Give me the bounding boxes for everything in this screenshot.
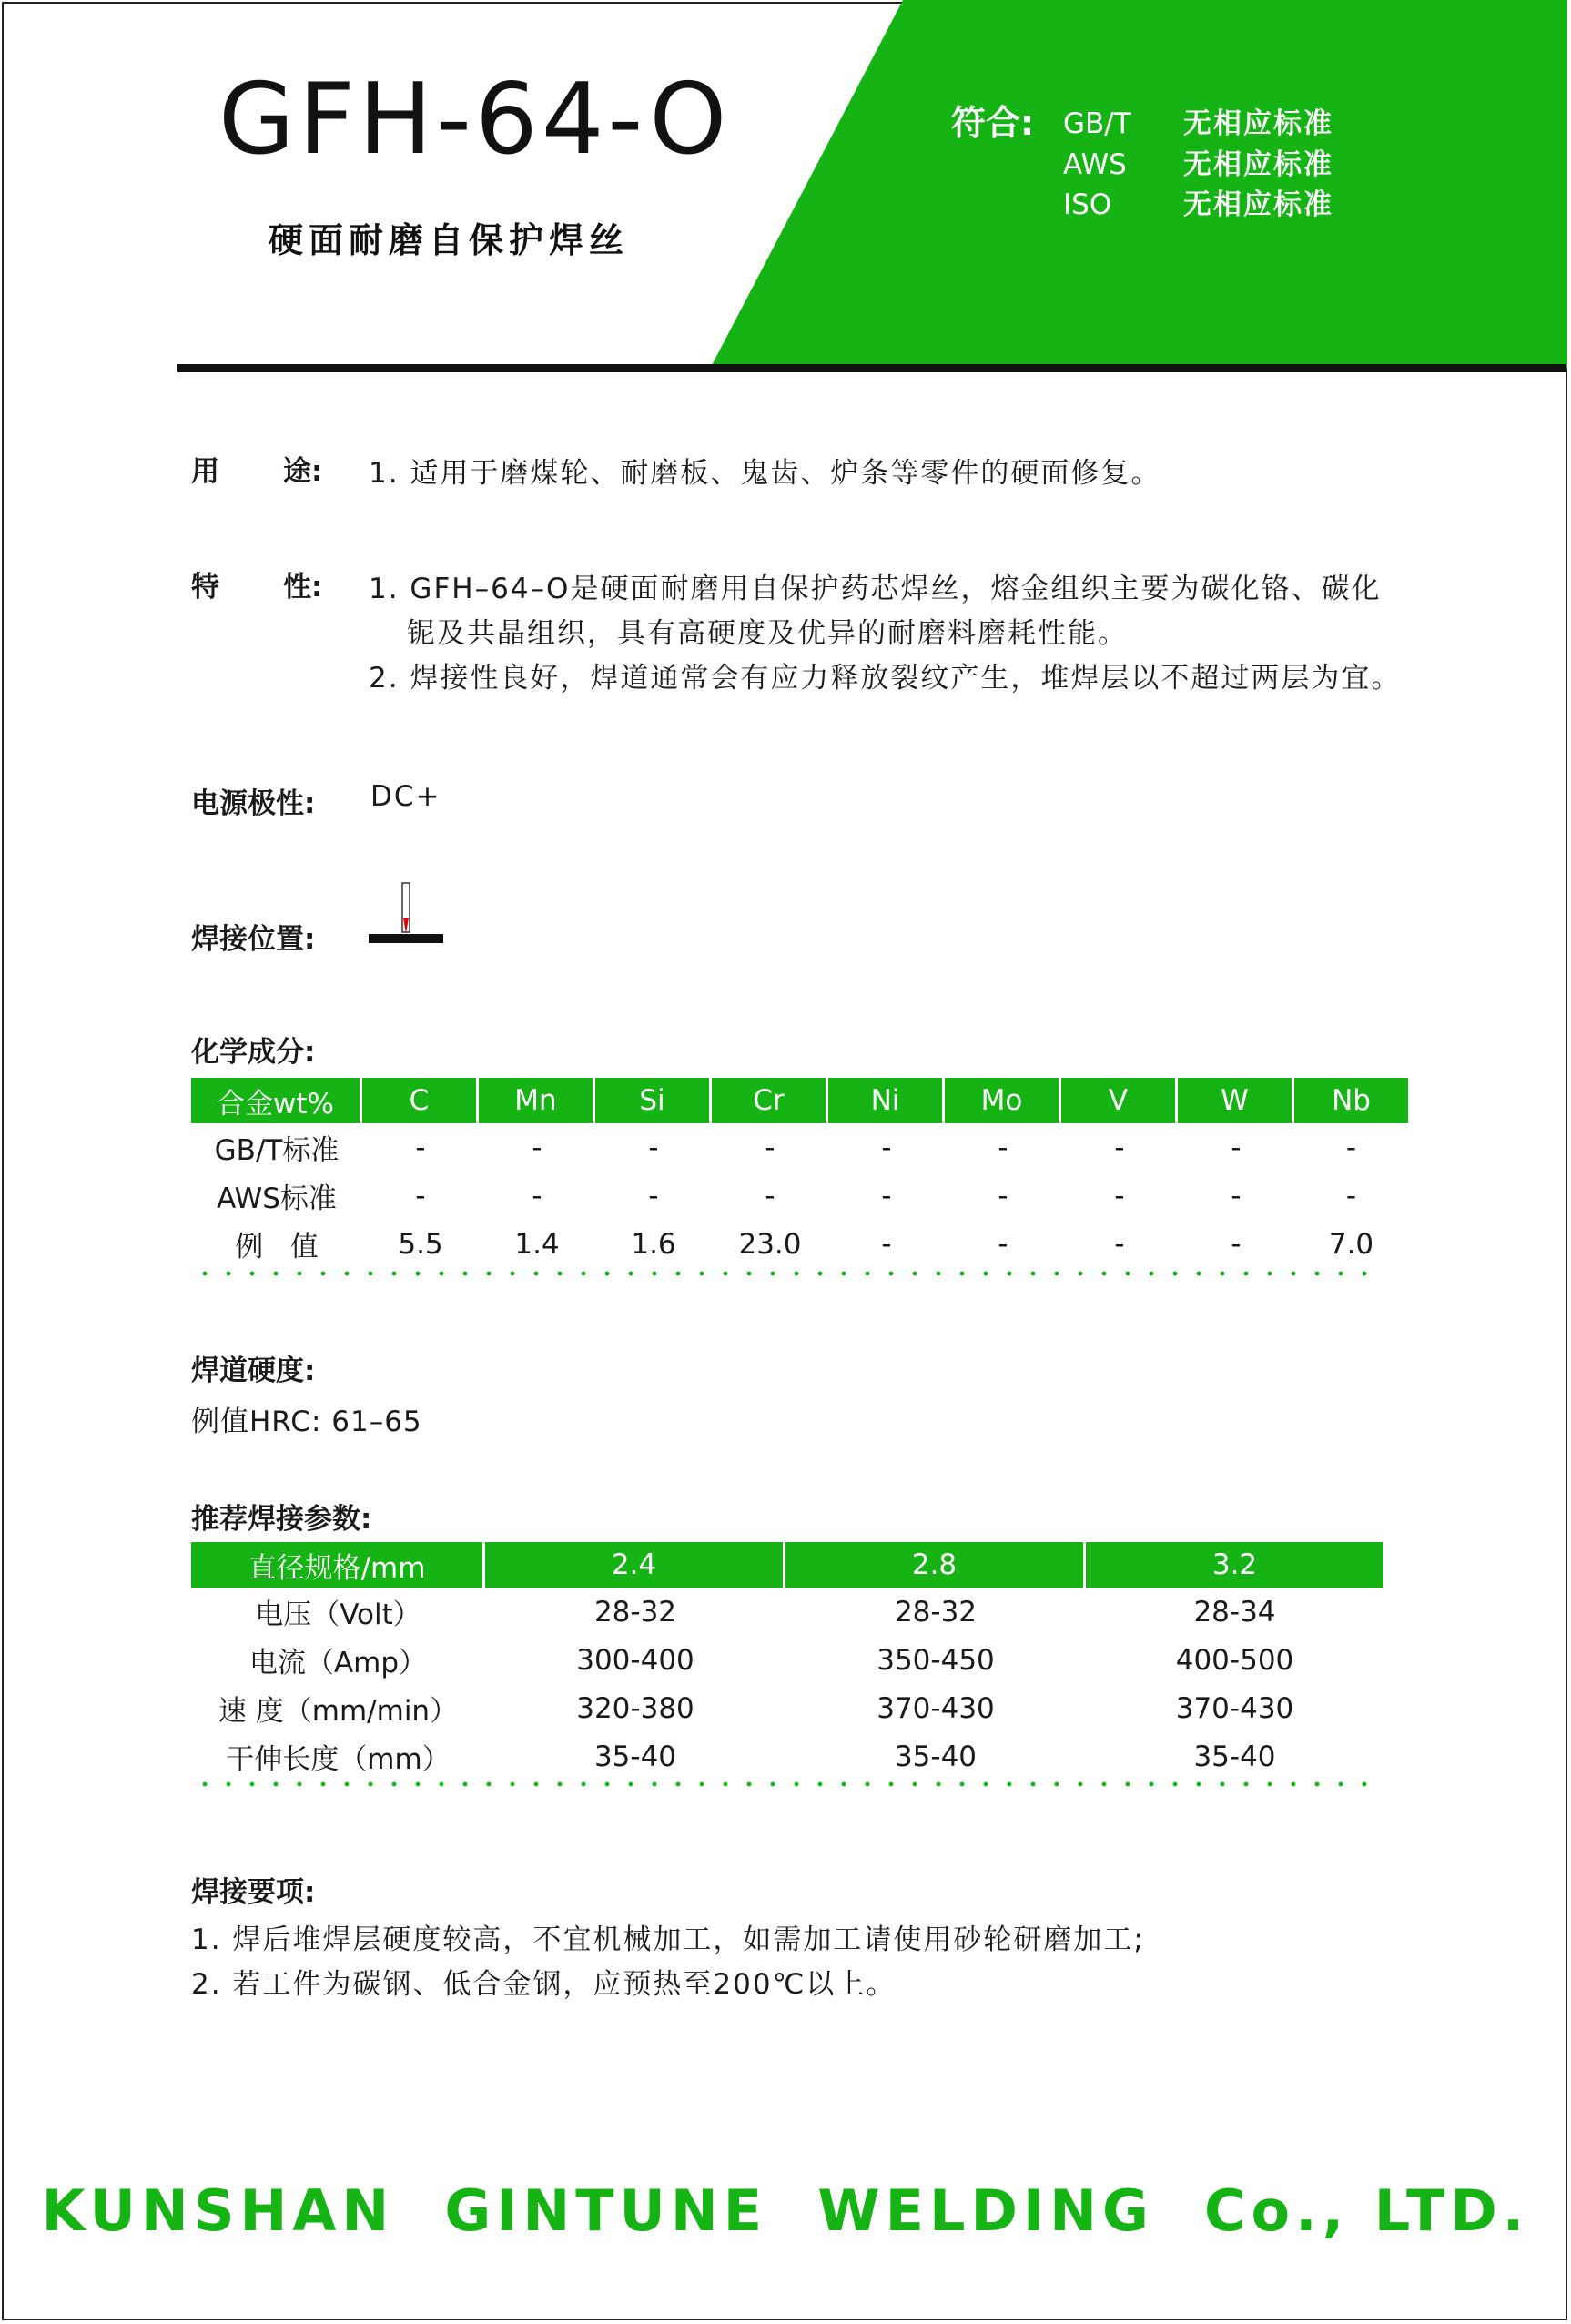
table-row bbox=[191, 1636, 1383, 1684]
header-divider bbox=[177, 364, 1566, 372]
table-cell: 400-500 bbox=[1175, 1643, 1294, 1677]
company-name: KUNSHAN GINTUNE WELDING Co., LTD. bbox=[41, 2177, 1530, 2244]
table-cell: 速 度（mm/min） bbox=[218, 1695, 459, 1728]
table-cell: 35-40 bbox=[894, 1740, 978, 1773]
table-header: Cr bbox=[712, 1078, 828, 1123]
table-cell: 370-430 bbox=[877, 1691, 995, 1725]
table-cell: - bbox=[1345, 1131, 1357, 1164]
table-cell: - bbox=[1114, 1227, 1125, 1261]
standard-name: GB/T bbox=[1063, 107, 1131, 140]
table-cell: 1.4 bbox=[514, 1227, 560, 1261]
table-cell: 5.5 bbox=[398, 1227, 443, 1261]
usage-label-a: 用 bbox=[191, 455, 219, 488]
table-cell: 干伸长度（mm） bbox=[226, 1743, 451, 1776]
chemistry-table bbox=[191, 1078, 1408, 1268]
standard-value: 无相应标准 bbox=[1183, 107, 1333, 140]
features-label bbox=[191, 563, 322, 604]
standard-row bbox=[1063, 141, 1333, 182]
table-row bbox=[191, 1123, 1408, 1172]
table-cell: 28-32 bbox=[894, 1595, 978, 1629]
table-row bbox=[191, 1588, 1383, 1636]
table-header: 2.4 bbox=[485, 1542, 786, 1588]
table-cell: 35-40 bbox=[593, 1740, 677, 1773]
notes-line: 2. 若工件为碳钢、低合金钢，应预热至200℃以上。 bbox=[191, 1968, 897, 2001]
usage-label bbox=[191, 448, 322, 489]
table-header: 2.8 bbox=[786, 1542, 1086, 1588]
features-line: 1. GFH–64–O是硬面耐磨用自保护药芯焊丝，熔金组织主要为碳化铬、碳化 bbox=[369, 573, 1382, 605]
product-code: GFH-64-O bbox=[218, 63, 731, 177]
table-header: W bbox=[1178, 1078, 1294, 1123]
table-cell: 电流（Amp） bbox=[248, 1647, 428, 1680]
table-header: C bbox=[362, 1078, 479, 1123]
table-cell: GB/T标准 bbox=[214, 1134, 340, 1167]
table-cell: 35-40 bbox=[1193, 1740, 1276, 1773]
polarity-label: 电源极性: bbox=[191, 787, 316, 820]
position-label: 焊接位置: bbox=[191, 923, 316, 956]
table-cell: - bbox=[648, 1179, 659, 1213]
notes-line: 1. 焊后堆焊层硬度较高，不宜机械加工，如需加工请使用砂轮研磨加工; bbox=[191, 1923, 1145, 1956]
table-header: V bbox=[1061, 1078, 1178, 1123]
parameters-label: 推荐焊接参数: bbox=[191, 1503, 372, 1536]
features-line: 2. 焊接性良好，焊道通常会有应力释放裂纹产生，堆焊层以不超过两层为宜。 bbox=[369, 662, 1402, 695]
standard-value: 无相应标准 bbox=[1183, 188, 1333, 221]
chemistry-header-row bbox=[191, 1078, 1408, 1123]
table-cell: 7.0 bbox=[1328, 1227, 1374, 1261]
table-cell: 例 值 bbox=[235, 1231, 319, 1263]
features-line: 铌及共晶组织，具有高硬度及优异的耐磨料磨耗性能。 bbox=[407, 617, 1128, 650]
table-row bbox=[191, 1684, 1383, 1732]
table-cell: 1.6 bbox=[631, 1227, 676, 1261]
parameters-table bbox=[191, 1542, 1383, 1781]
header-green-banner bbox=[0, 0, 1571, 373]
table-cell: - bbox=[415, 1131, 426, 1164]
product-name: 硬面耐磨自保护焊丝 bbox=[269, 220, 630, 260]
table-cell: - bbox=[998, 1227, 1008, 1261]
standards-label: 符合: bbox=[951, 103, 1035, 143]
table-cell: 370-430 bbox=[1175, 1691, 1294, 1725]
table-cell: - bbox=[532, 1179, 542, 1213]
parameters-header-row bbox=[191, 1542, 1383, 1588]
table-header: Ni bbox=[828, 1078, 945, 1123]
table-cell: - bbox=[1345, 1179, 1357, 1213]
table-cell: - bbox=[415, 1179, 426, 1213]
table-cell: 28-34 bbox=[1193, 1595, 1276, 1629]
table-cell: AWS标准 bbox=[217, 1182, 337, 1215]
standard-name: AWS bbox=[1063, 148, 1127, 181]
table-cell: 320-380 bbox=[576, 1691, 694, 1725]
table-row bbox=[191, 1220, 1408, 1268]
usage-line: 1. 适用于磨煤轮、耐磨板、鬼齿、炉条等零件的硬面修复。 bbox=[369, 457, 1161, 490]
table-cell: - bbox=[1231, 1179, 1242, 1213]
dotted-divider bbox=[193, 1271, 1367, 1276]
table-header: 直径规格/mm bbox=[191, 1542, 485, 1588]
table-cell: - bbox=[532, 1131, 542, 1164]
chemistry-label: 化学成分: bbox=[191, 1036, 316, 1069]
table-header: Mo bbox=[945, 1078, 1061, 1123]
table-header: Mn bbox=[479, 1078, 595, 1123]
table-cell: 300-400 bbox=[576, 1643, 694, 1677]
table-cell: - bbox=[765, 1131, 775, 1164]
table-cell: - bbox=[1231, 1227, 1242, 1261]
table-cell: 23.0 bbox=[738, 1227, 802, 1261]
table-cell: - bbox=[648, 1131, 659, 1164]
table-header: 3.2 bbox=[1086, 1542, 1383, 1588]
table-header: Si bbox=[595, 1078, 712, 1123]
polarity-value: DC+ bbox=[370, 780, 441, 813]
table-cell: - bbox=[1231, 1131, 1242, 1164]
table-header: Nb bbox=[1294, 1078, 1408, 1123]
features-label-a: 特 bbox=[191, 571, 219, 604]
table-cell: 350-450 bbox=[877, 1643, 995, 1677]
hardness-value: 例值HRC: 61–65 bbox=[191, 1406, 422, 1438]
table-row bbox=[191, 1172, 1408, 1220]
features-label-b: 性: bbox=[283, 571, 323, 604]
usage-label-b: 途: bbox=[283, 455, 323, 488]
standard-name: ISO bbox=[1063, 188, 1112, 221]
table-cell: - bbox=[765, 1179, 775, 1213]
flat-welding-position-icon bbox=[369, 881, 443, 947]
table-cell: 28-32 bbox=[593, 1595, 677, 1629]
hardness-label: 焊道硬度: bbox=[191, 1355, 316, 1387]
table-cell: - bbox=[998, 1179, 1008, 1213]
notes-label: 焊接要项: bbox=[191, 1876, 316, 1909]
table-cell: 电压（Volt） bbox=[255, 1598, 421, 1631]
table-cell: - bbox=[881, 1179, 892, 1213]
standard-row bbox=[1063, 100, 1333, 141]
standard-value: 无相应标准 bbox=[1183, 148, 1333, 181]
table-header: 合金wt% bbox=[191, 1078, 362, 1123]
table-cell: - bbox=[1114, 1131, 1125, 1164]
table-cell: - bbox=[881, 1227, 892, 1261]
table-cell: - bbox=[1114, 1179, 1125, 1213]
table-row bbox=[191, 1732, 1383, 1781]
table-cell: - bbox=[881, 1131, 892, 1164]
table-cell: - bbox=[998, 1131, 1008, 1164]
standard-row bbox=[1063, 181, 1333, 222]
dotted-divider bbox=[193, 1781, 1367, 1787]
